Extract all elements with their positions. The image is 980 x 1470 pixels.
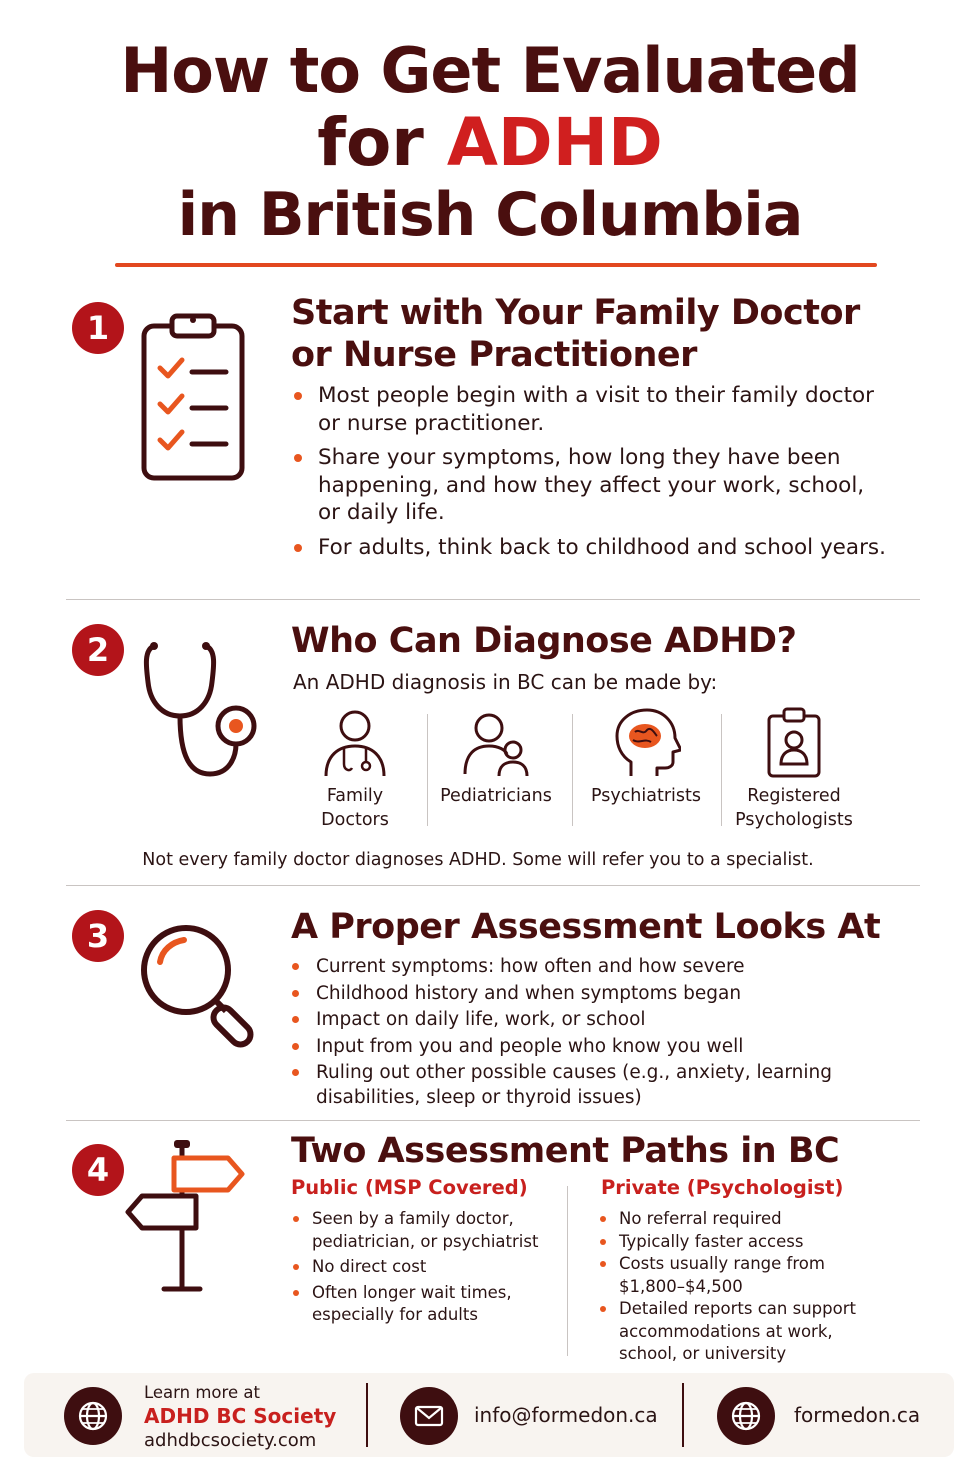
column-divider	[572, 714, 573, 826]
step-number-badge: 1	[72, 302, 124, 354]
section4-title: Two Assessment Paths in BC	[291, 1131, 840, 1171]
clipboard-checklist-icon	[138, 310, 248, 485]
provider-psychiatrists	[582, 706, 710, 808]
provider-label: Registered	[747, 786, 841, 806]
title-underline	[115, 263, 877, 267]
section1-bullet-list	[292, 382, 892, 568]
list-item: Share your symptoms, how long they have been happening, and how they affect your work, school, or daily life.	[292, 444, 892, 527]
list-item: Current symptoms: how often and how severe	[290, 954, 850, 979]
column-divider	[427, 714, 428, 826]
doctor-icon	[320, 706, 390, 778]
society-url-link[interactable]: adhdbcsociety.com	[144, 1430, 317, 1451]
provider-label: Doctors	[321, 810, 389, 830]
provider-label: Family	[326, 786, 384, 806]
private-path-heading: Private (Psychologist)	[601, 1176, 844, 1199]
envelope-icon	[400, 1387, 458, 1445]
provider-pediatricians	[434, 706, 558, 808]
list-item: Detailed reports can support accommodations at work, school, or university	[598, 1298, 874, 1366]
title-prefix: for	[317, 104, 447, 181]
provider-label: Pediatricians	[440, 786, 552, 806]
section1-title-line2: or Nurse Practitioner	[291, 335, 697, 375]
public-path-list	[291, 1208, 551, 1330]
step-number-badge: 4	[72, 1144, 124, 1196]
section3-title: A Proper Assessment Looks At	[291, 907, 881, 947]
list-item: Most people begin with a visit to their family doctor or nurse practitioner.	[292, 382, 892, 437]
page-title-line2	[0, 104, 980, 181]
provider-label: Psychiatrists	[590, 786, 702, 806]
page-title-line3: in British Columbia	[177, 180, 803, 250]
list-item: Childhood history and when symptoms began	[290, 981, 850, 1006]
list-item: For adults, think back to childhood and school years.	[292, 534, 892, 562]
section3-bullet-list	[290, 954, 850, 1112]
id-badge-icon	[759, 706, 829, 778]
private-path-list	[598, 1208, 874, 1366]
list-item: Impact on daily life, work, or school	[290, 1007, 850, 1032]
learn-more-label: Learn more at	[144, 1383, 260, 1402]
column-divider	[567, 1186, 568, 1356]
footer-bar	[24, 1373, 954, 1457]
section2-intro: An ADHD diagnosis in BC can be made by:	[293, 670, 718, 694]
step-number-badge: 3	[72, 910, 124, 962]
parent-child-icon	[461, 706, 531, 778]
footer-divider	[366, 1383, 368, 1447]
page-title-line1: How to Get Evaluated	[120, 34, 860, 107]
globe-icon	[717, 1387, 775, 1445]
column-divider	[721, 714, 722, 826]
step-number-badge: 2	[72, 624, 124, 676]
list-item: Often longer wait times, especially for adults	[291, 1282, 551, 1327]
provider-family-doctors	[300, 706, 410, 832]
section-divider	[66, 885, 920, 886]
website-link[interactable]: formedon.ca	[794, 1403, 921, 1427]
section1-title-line1: Start with Your Family Doctor	[291, 293, 860, 333]
magnifying-glass-icon	[138, 920, 260, 1052]
provider-registered-psychologists	[730, 706, 858, 832]
title-accent: ADHD	[446, 104, 663, 181]
provider-label: Psychologists	[735, 810, 853, 830]
footer-divider	[682, 1383, 684, 1447]
list-item: Ruling out other possible causes (e.g., anxiety, learning disabilities, sleep or thyroid issues)	[290, 1060, 850, 1110]
section1-title	[291, 292, 860, 376]
email-link[interactable]: info@formedon.ca	[474, 1403, 658, 1427]
list-item: Seen by a family doctor, pediatrician, or psychiatrist	[291, 1208, 551, 1253]
list-item: Input from you and people who know you well	[290, 1034, 850, 1059]
list-item: No referral required	[598, 1208, 874, 1231]
head-brain-icon	[611, 706, 681, 778]
list-item: No direct cost	[291, 1256, 551, 1279]
signpost-icon	[124, 1138, 248, 1296]
section-divider	[66, 1120, 920, 1121]
globe-icon	[64, 1387, 122, 1445]
section-divider	[66, 599, 920, 600]
list-item: Typically faster access	[598, 1231, 874, 1254]
section2-title: Who Can Diagnose ADHD?	[291, 621, 797, 661]
stethoscope-icon	[140, 636, 260, 781]
section2-note: Not every family doctor diagnoses ADHD. Some will refer you to a specialist.	[142, 850, 814, 870]
society-name-link[interactable]: ADHD BC Society	[144, 1404, 337, 1428]
list-item: Costs usually range from $1,800–$4,500	[598, 1253, 874, 1298]
public-path-heading: Public (MSP Covered)	[291, 1176, 528, 1199]
